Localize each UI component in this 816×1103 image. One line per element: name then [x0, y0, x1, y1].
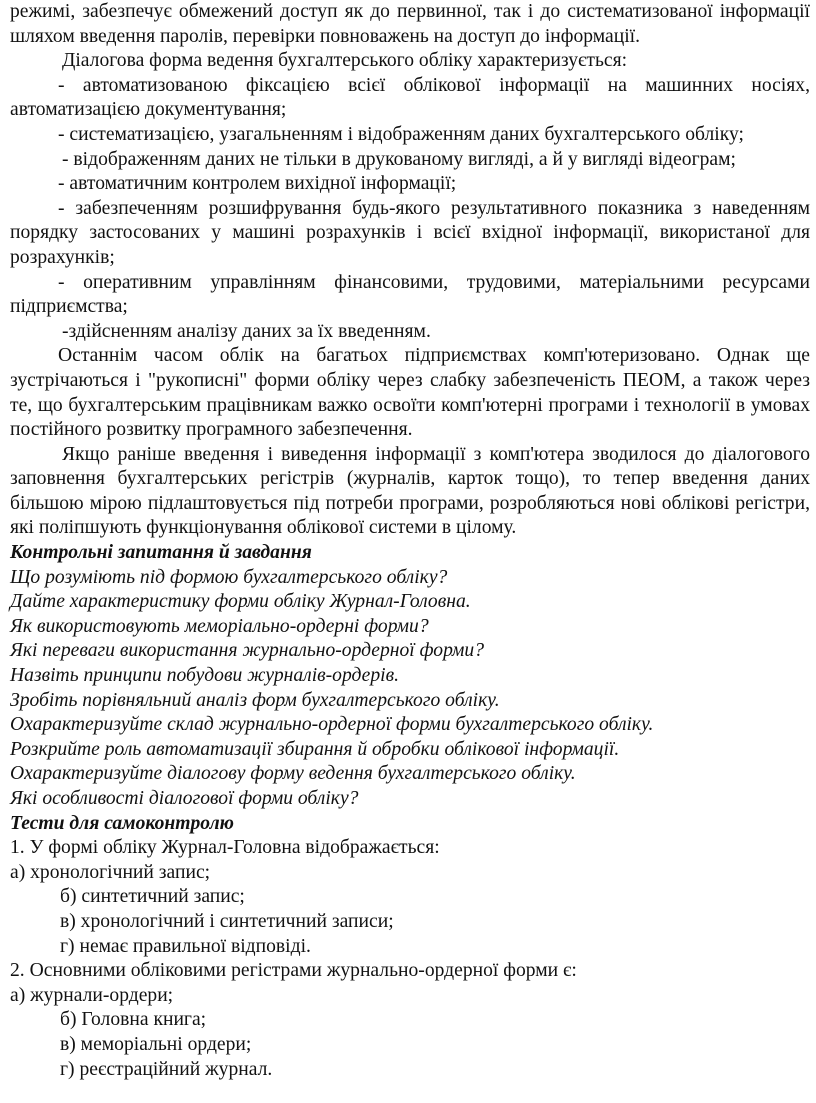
test-option: в) хронологічний і синтетичний записи;: [60, 910, 394, 932]
list-item-management: - оперативним управлінням фінансовими, трудовими, матеріальними ресурсами підприємства;: [10, 271, 810, 318]
control-questions-heading: Контрольні запитання й завдання: [10, 542, 312, 564]
test-option: г) реєстраційний журнал.: [60, 1058, 273, 1080]
list-item-decoding: - забезпеченням розшифрування будь-якого результативного показника з наведенням порядку застосованих у машині розрахунків і всієї вхідної інформації, використаної для розрахунків;: [10, 197, 810, 268]
question-item: Які особливості діалогової форми обліку?: [10, 788, 359, 809]
control-questions-list: [10, 566, 810, 812]
test-option: а) хронологічний запис;: [10, 861, 211, 883]
test-question: 1. У формі обліку Журнал-Головна відображається:: [10, 837, 440, 859]
paragraph-registers: Якщо раніше введення і виведення інформації з комп'ютера зводилося до діалогового заповнення бухгалтерських регістрів (журналів, карток тощо), то тепер введення даних більшою мірою підлаштовується під потреби програми, розробляються нові облікові регістри, які поліпшують функціонування облікової системи в цілому.: [10, 443, 810, 539]
list-item-systematization: - систематизацією, узагальненням і відображенням даних бухгалтерського обліку;: [58, 123, 744, 145]
question-item: Як використовують меморіально-ордерні форми?: [10, 615, 429, 637]
question-item: Що розуміють під формою бухгалтерського обліку?: [10, 566, 448, 588]
test-option: в) меморіальні ордери;: [60, 1033, 252, 1055]
question-item: Які переваги використання журнально-ордерної форми?: [10, 640, 485, 662]
test-question: 2. Основними обліковими регістрами журнально-ордерної форми є:: [10, 960, 577, 982]
question-item: Охарактеризуйте склад журнально-ордерної форми бухгалтерського обліку.: [10, 714, 654, 736]
test-option: г) немає правильної відповіді.: [60, 935, 311, 957]
list-item-automation: - автоматизованою фіксацією всієї облікової інформації на машинних носіях, автоматизацією документування;: [10, 74, 810, 121]
list-item-display: - відображенням даних не тільки в друкованому вигляді, а й у вигляді відеограм;: [62, 148, 736, 170]
question-item: Охарактеризуйте діалогову форму ведення бухгалтерського обліку.: [10, 763, 576, 785]
tests-heading: Тести для самоконтролю: [10, 812, 234, 834]
list-item-analysis: -здійсненням аналізу даних за їх введенням.: [62, 320, 431, 342]
test-1: [10, 836, 810, 959]
paragraph-dialog-form-intro: Діалогова форма ведення бухгалтерського обліку характеризується:: [62, 50, 628, 72]
test-option: б) Головна книга;: [60, 1009, 207, 1031]
test-2: [10, 959, 810, 1082]
question-item: Назвіть принципи побудови журналів-ордерів.: [10, 665, 400, 687]
paragraph-computerization: Останнім часом облік на багатьох підприємствах комп'ютеризовано. Однак ще зустрічаються і "рукописні" форми обліку через слабку забезпеченість ПЕОМ, а також через те, що бухгалтерським працівникам важко освоїти комп'ютерні програми і технології в умовах постійного розвитку програмного забезпечення.: [10, 345, 810, 441]
question-item: Зробіть порівняльний аналіз форм бухгалтерського обліку.: [10, 689, 500, 711]
question-item: Розкрийте роль автоматизації збирання й обробки облікової інформації.: [10, 738, 620, 760]
paragraph-continuation: режимі, забезпечує обмежений доступ як до первинної, так і до систематизованої інформації шляхом введення паролів, перевірки повноважень на доступ до інформації.: [10, 1, 810, 47]
list-item-control: - автоматичним контролем вихідної інформації;: [58, 173, 457, 195]
test-option: а) журнали-ордери;: [10, 984, 174, 1006]
question-item: Дайте характеристику форми обліку Журнал-Головна.: [10, 591, 471, 613]
test-option: б) синтетичний запис;: [60, 886, 245, 908]
